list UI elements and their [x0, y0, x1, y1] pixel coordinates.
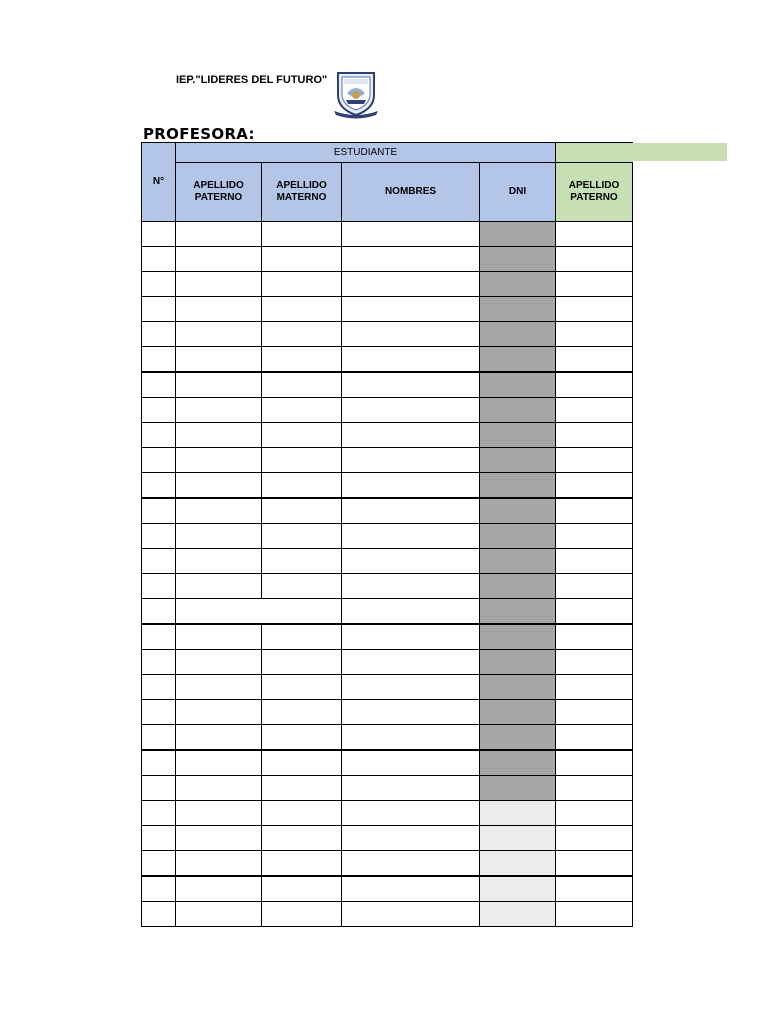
cell-nombres[interactable] — [342, 524, 480, 549]
cell-dni[interactable] — [480, 902, 556, 927]
cell-apellido-paterno[interactable] — [176, 675, 262, 700]
cell-dni[interactable] — [480, 826, 556, 851]
table-row — [142, 549, 633, 574]
cell-number[interactable] — [142, 826, 176, 851]
cell-number[interactable] — [142, 700, 176, 725]
cell-dni[interactable] — [480, 725, 556, 751]
cell-apellido-materno[interactable] — [262, 247, 342, 272]
cell-apellido-paterno-2[interactable] — [556, 725, 633, 751]
cell-apellido-paterno[interactable] — [176, 700, 262, 725]
cell-dni[interactable] — [480, 624, 556, 650]
cell-number[interactable] — [142, 624, 176, 650]
school-crest-icon — [330, 67, 382, 119]
cell-apellido-paterno-2[interactable] — [556, 750, 633, 776]
table-row — [142, 297, 633, 322]
cell-number[interactable] — [142, 902, 176, 927]
cell-apellido-paterno[interactable] — [176, 498, 262, 524]
cell-apellido-paterno-2[interactable] — [556, 574, 633, 599]
cell-number[interactable] — [142, 347, 176, 373]
table-row — [142, 347, 633, 373]
cell-dni[interactable] — [480, 801, 556, 826]
table-row — [142, 423, 633, 448]
cell-apellido-materno[interactable] — [262, 750, 342, 776]
cell-apellido-paterno-2[interactable] — [556, 347, 633, 373]
col-nombres: NOMBRES — [342, 163, 480, 222]
cell-number[interactable] — [142, 599, 176, 625]
cell-nombres[interactable] — [342, 876, 480, 902]
cell-dni[interactable] — [480, 750, 556, 776]
cell-apellido-paterno-2[interactable] — [556, 423, 633, 448]
table-row — [142, 498, 633, 524]
cell-apellido-materno[interactable] — [262, 776, 342, 801]
cell-number[interactable] — [142, 574, 176, 599]
cell-apellido-paterno[interactable] — [176, 876, 262, 902]
cell-dni[interactable] — [480, 322, 556, 347]
cell-apellido-paterno-2[interactable] — [556, 700, 633, 725]
cell-apellido-paterno-2[interactable] — [556, 297, 633, 322]
cell-apellido-materno[interactable] — [262, 700, 342, 725]
table-row — [142, 725, 633, 751]
cell-nombres[interactable] — [342, 675, 480, 700]
cell-apellido-paterno[interactable] — [176, 851, 262, 877]
cell-apellido-paterno-2[interactable] — [556, 776, 633, 801]
cell-apellido-materno[interactable] — [262, 347, 342, 373]
cell-apellido-paterno-2[interactable] — [556, 801, 633, 826]
green-header-band — [632, 143, 727, 161]
cell-dni[interactable] — [480, 297, 556, 322]
cell-nombres[interactable] — [342, 725, 480, 751]
table-row — [142, 222, 633, 247]
cell-nombres[interactable] — [342, 448, 480, 473]
cell-apellido-materno[interactable] — [262, 902, 342, 927]
table-row — [142, 826, 633, 851]
cell-nombres[interactable] — [342, 272, 480, 297]
cell-apellido-materno[interactable] — [262, 524, 342, 549]
cell-apellido-materno[interactable] — [262, 448, 342, 473]
cell-number[interactable] — [142, 222, 176, 247]
table-row — [142, 524, 633, 549]
school-name: IEP."LIDERES DEL FUTURO" — [176, 74, 328, 86]
cell-number[interactable] — [142, 322, 176, 347]
cell-dni[interactable] — [480, 675, 556, 700]
cell-dni[interactable] — [480, 700, 556, 725]
cell-nombres[interactable] — [342, 826, 480, 851]
cell-apellido-paterno[interactable] — [176, 247, 262, 272]
cell-apellido-paterno[interactable] — [176, 448, 262, 473]
table-row — [142, 851, 633, 877]
cell-apellido-materno[interactable] — [262, 574, 342, 599]
cell-apellido-paterno[interactable] — [176, 549, 262, 574]
cell-apellido-materno[interactable] — [262, 624, 342, 650]
cell-apellido-paterno[interactable] — [176, 650, 262, 675]
cell-dni[interactable] — [480, 448, 556, 473]
cell-apellido-paterno-2[interactable] — [556, 549, 633, 574]
cell-apellido-paterno-2[interactable] — [556, 498, 633, 524]
cell-apellido-materno[interactable] — [262, 851, 342, 877]
cell-apellido-materno[interactable] — [262, 725, 342, 751]
cell-dni[interactable] — [480, 347, 556, 373]
cell-nombres[interactable] — [342, 398, 480, 423]
cell-apellido-paterno-2[interactable] — [556, 675, 633, 700]
cell-dni[interactable] — [480, 876, 556, 902]
cell-dni[interactable] — [480, 851, 556, 877]
student-group-header: ESTUDIANTE — [176, 143, 556, 163]
cell-number[interactable] — [142, 725, 176, 751]
cell-number[interactable] — [142, 524, 176, 549]
cell-dni[interactable] — [480, 247, 556, 272]
cell-apellido-paterno-2[interactable] — [556, 322, 633, 347]
cell-apellido-materno[interactable] — [262, 423, 342, 448]
cell-apellido-paterno-2[interactable] — [556, 222, 633, 247]
cell-apellido-materno[interactable] — [262, 498, 342, 524]
table-row — [142, 398, 633, 423]
cell-nombres[interactable] — [342, 347, 480, 373]
cell-nombres[interactable] — [342, 750, 480, 776]
col-apellido-materno: APELLIDO MATERNO — [262, 163, 342, 222]
cell-apellido-materno[interactable] — [262, 398, 342, 423]
cell-nombres[interactable] — [342, 599, 480, 625]
table-row — [142, 801, 633, 826]
cell-apellido-materno[interactable] — [262, 599, 342, 625]
table-row — [142, 599, 633, 625]
cell-apellido-paterno-2[interactable] — [556, 599, 633, 625]
cell-nombres[interactable] — [342, 776, 480, 801]
cell-apellido-paterno-2[interactable] — [556, 398, 633, 423]
cell-dni[interactable] — [480, 222, 556, 247]
green-group-cell — [556, 143, 633, 163]
cell-apellido-paterno[interactable] — [176, 372, 262, 398]
cell-apellido-paterno[interactable] — [176, 599, 262, 625]
number-header: N° — [142, 143, 176, 222]
table-row — [142, 750, 633, 776]
cell-apellido-paterno-2[interactable] — [556, 624, 633, 650]
cell-apellido-materno[interactable] — [262, 876, 342, 902]
table-row — [142, 372, 633, 398]
cell-apellido-paterno[interactable] — [176, 624, 262, 650]
cell-number[interactable] — [142, 650, 176, 675]
cell-nombres[interactable] — [342, 700, 480, 725]
table-row — [142, 675, 633, 700]
cell-apellido-paterno[interactable] — [176, 222, 262, 247]
col-dni: DNI — [480, 163, 556, 222]
cell-apellido-paterno[interactable] — [176, 725, 262, 751]
cell-dni[interactable] — [480, 398, 556, 423]
cell-nombres[interactable] — [342, 902, 480, 927]
cell-number[interactable] — [142, 776, 176, 801]
cell-nombres[interactable] — [342, 322, 480, 347]
cell-nombres[interactable] — [342, 247, 480, 272]
cell-number[interactable] — [142, 297, 176, 322]
cell-apellido-paterno[interactable] — [176, 272, 262, 297]
table-row — [142, 876, 633, 902]
cell-apellido-paterno-2[interactable] — [556, 826, 633, 851]
cell-nombres[interactable] — [342, 801, 480, 826]
cell-apellido-paterno[interactable] — [176, 423, 262, 448]
cell-apellido-paterno[interactable] — [176, 347, 262, 373]
cell-apellido-paterno[interactable] — [176, 826, 262, 851]
cell-nombres[interactable] — [342, 473, 480, 499]
table-row — [142, 624, 633, 650]
cell-apellido-paterno[interactable] — [176, 322, 262, 347]
cell-number[interactable] — [142, 549, 176, 574]
cell-dni[interactable] — [480, 776, 556, 801]
cell-dni[interactable] — [480, 599, 556, 625]
cell-apellido-materno[interactable] — [262, 372, 342, 398]
cell-apellido-materno[interactable] — [262, 650, 342, 675]
cell-number[interactable] — [142, 272, 176, 297]
cell-nombres[interactable] — [342, 222, 480, 247]
cell-apellido-materno[interactable] — [262, 222, 342, 247]
table-row — [142, 448, 633, 473]
cell-dni[interactable] — [480, 650, 556, 675]
col-apellido-paterno-2: APELLIDO PATERNO — [556, 163, 633, 222]
cell-apellido-paterno[interactable] — [176, 801, 262, 826]
cell-number[interactable] — [142, 423, 176, 448]
cell-apellido-paterno-2[interactable] — [556, 902, 633, 927]
cell-dni[interactable] — [480, 549, 556, 574]
student-table — [141, 142, 633, 927]
cell-apellido-paterno-2[interactable] — [556, 473, 633, 499]
cell-apellido-paterno[interactable] — [176, 473, 262, 499]
cell-apellido-paterno-2[interactable] — [556, 524, 633, 549]
table-row — [142, 700, 633, 725]
table-row — [142, 272, 633, 297]
cell-number[interactable] — [142, 851, 176, 877]
cell-nombres[interactable] — [342, 650, 480, 675]
cell-apellido-materno[interactable] — [262, 322, 342, 347]
cell-apellido-materno[interactable] — [262, 801, 342, 826]
cell-apellido-paterno-2[interactable] — [556, 272, 633, 297]
cell-number[interactable] — [142, 750, 176, 776]
cell-apellido-paterno[interactable] — [176, 398, 262, 423]
table-row — [142, 473, 633, 499]
cell-number[interactable] — [142, 675, 176, 700]
cell-nombres[interactable] — [342, 851, 480, 877]
cell-apellido-materno[interactable] — [262, 272, 342, 297]
cell-dni[interactable] — [480, 574, 556, 599]
cell-dni[interactable] — [480, 498, 556, 524]
cell-apellido-paterno-2[interactable] — [556, 851, 633, 877]
cell-apellido-paterno[interactable] — [176, 750, 262, 776]
cell-dni[interactable] — [480, 272, 556, 297]
cell-dni[interactable] — [480, 372, 556, 398]
table-row — [142, 574, 633, 599]
cell-apellido-paterno-2[interactable] — [556, 372, 633, 398]
cell-apellido-paterno[interactable] — [176, 574, 262, 599]
cell-dni[interactable] — [480, 524, 556, 549]
cell-apellido-materno[interactable] — [262, 473, 342, 499]
cell-nombres[interactable] — [342, 624, 480, 650]
cell-nombres[interactable] — [342, 372, 480, 398]
cell-number[interactable] — [142, 372, 176, 398]
cell-nombres[interactable] — [342, 574, 480, 599]
cell-apellido-paterno-2[interactable] — [556, 448, 633, 473]
cell-apellido-paterno[interactable] — [176, 902, 262, 927]
cell-apellido-paterno-2[interactable] — [556, 247, 633, 272]
col-apellido-paterno: APELLIDO PATERNO — [176, 163, 262, 222]
cell-apellido-paterno-2[interactable] — [556, 876, 633, 902]
cell-apellido-materno[interactable] — [262, 826, 342, 851]
cell-number[interactable] — [142, 398, 176, 423]
cell-apellido-paterno-2[interactable] — [556, 650, 633, 675]
cell-apellido-paterno[interactable] — [176, 524, 262, 549]
cell-apellido-materno[interactable] — [262, 297, 342, 322]
table-row — [142, 776, 633, 801]
cell-number[interactable] — [142, 448, 176, 473]
cell-nombres[interactable] — [342, 423, 480, 448]
cell-nombres[interactable] — [342, 498, 480, 524]
cell-number[interactable] — [142, 498, 176, 524]
cell-dni[interactable] — [480, 423, 556, 448]
cell-nombres[interactable] — [342, 549, 480, 574]
cell-dni[interactable] — [480, 473, 556, 499]
cell-apellido-materno[interactable] — [262, 549, 342, 574]
cell-number[interactable] — [142, 473, 176, 499]
cell-number[interactable] — [142, 876, 176, 902]
cell-number[interactable] — [142, 801, 176, 826]
cell-apellido-materno[interactable] — [262, 675, 342, 700]
teacher-label: PROFESORA: — [143, 125, 255, 143]
table-row — [142, 247, 633, 272]
cell-number[interactable] — [142, 247, 176, 272]
cell-apellido-paterno[interactable] — [176, 776, 262, 801]
table-row — [142, 902, 633, 927]
table-row — [142, 322, 633, 347]
table-row — [142, 650, 633, 675]
cell-apellido-paterno[interactable] — [176, 297, 262, 322]
cell-nombres[interactable] — [342, 297, 480, 322]
